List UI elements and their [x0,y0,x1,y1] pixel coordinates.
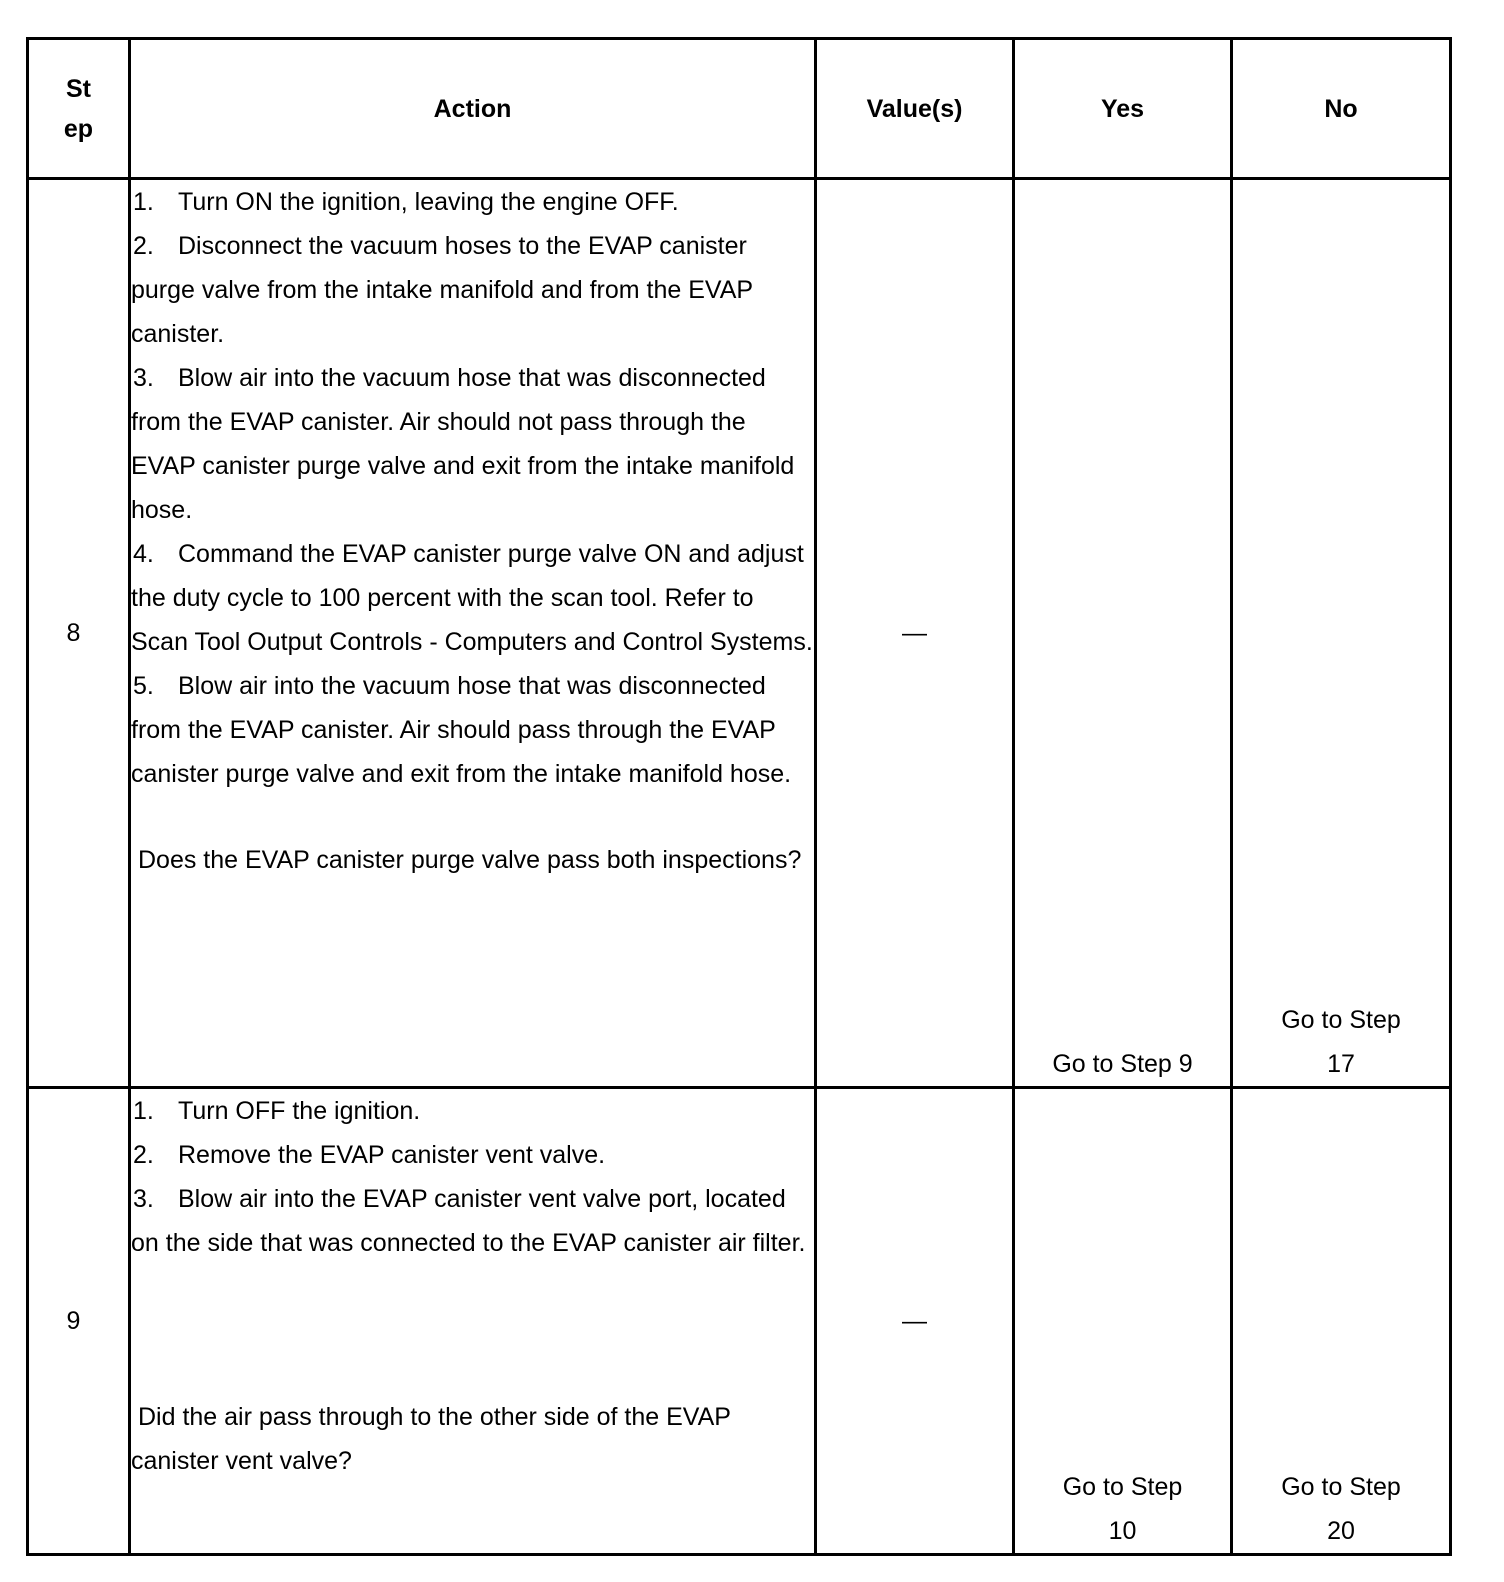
no-target-line1: Go to Step [1281,1006,1401,1034]
action-step: 1. Turn ON the ignition, leaving the engine OFF. [133,188,679,216]
values-column-header: Value(s) [816,39,1014,179]
yes-target-line1: Go to Step 9 [1052,1050,1193,1078]
step-header-line1: St [66,74,91,103]
yes-column-header: Yes [1014,39,1232,179]
diagnostic-table [26,37,1452,1556]
action-step: 2. Disconnect the vacuum hoses to the EVAP canister purge valve from the intake manifold and from the EVAP canister. [131,232,753,348]
action-step: 5. Blow air into the vacuum hose that was disconnected from the EVAP canister. Air should pass through the EVAP canister purge valve and exit from the intake manifold hose. [131,672,792,788]
yes-target-line1: Go to Step [1062,1473,1183,1501]
step-column-header [28,39,130,179]
action-step: 1. Turn OFF the ignition. [133,1097,421,1125]
table-row [28,1088,1451,1555]
action-step: 4. Command the EVAP canister purge valve ON and adjust the duty cycle to 100 percent with the scan tool. Refer to Scan Tool Output Controls - Computers and Control Systems. [131,540,813,656]
action-cell [130,179,816,1088]
action-question: Did the air pass through to the other side of the EVAP canister vent valve? [131,1403,731,1475]
action-column-header: Action [130,39,816,179]
step-number: 8 [28,179,130,1088]
no-cell [1232,179,1451,1088]
yes-cell [1014,1088,1232,1555]
action-steps-list [131,180,814,796]
action-step: 3. Blow air into the vacuum hose that was disconnected from the EVAP canister. Air should not pass through the EVAP canister purge valve and exit from the intake manifold hose. [131,364,795,524]
action-cell [130,1088,816,1555]
yes-cell [1014,179,1232,1088]
step-number: 9 [28,1088,130,1555]
no-cell [1232,1088,1451,1555]
no-target-line2: 20 [1327,1517,1355,1545]
action-step: 2. Remove the EVAP canister vent valve. [133,1141,606,1169]
step-header-line2: ep [63,114,94,143]
action-question: Does the EVAP canister purge valve pass both inspections? [138,846,802,874]
no-column-header: No [1232,39,1451,179]
table-row [28,179,1451,1088]
yes-target-line2: 10 [1108,1517,1137,1545]
action-steps-list [131,1089,814,1265]
value-cell: — [816,179,1014,1088]
action-step: 3. Blow air into the EVAP canister vent valve port, located on the side that was connected to the EVAP canister air filter. [131,1185,806,1257]
header-row [28,39,1451,179]
value-cell: — [816,1088,1014,1555]
no-target-line2: 17 [1327,1050,1355,1078]
no-target-line1: Go to Step [1281,1473,1401,1501]
